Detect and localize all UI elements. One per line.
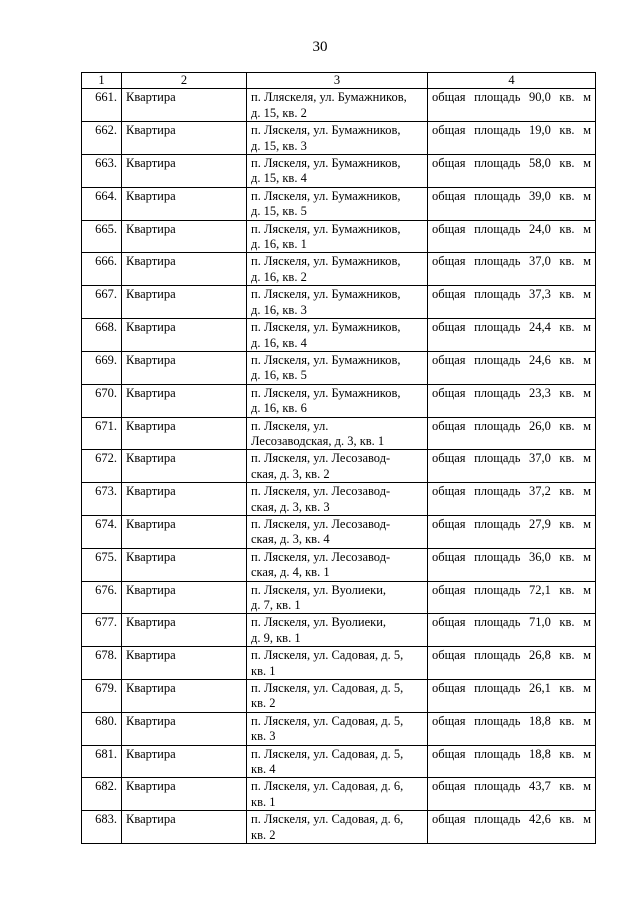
object-area: общая площадь 39,0 кв. м <box>428 187 596 220</box>
object-area: общая площадь 71,0 кв. м <box>428 614 596 647</box>
object-area: общая площадь 42,6 кв. м <box>428 811 596 844</box>
object-address: п. Ляскеля, ул. Бумажников, д. 16, кв. 2 <box>247 253 428 286</box>
header-col-1: 1 <box>82 73 122 89</box>
object-area: общая площадь 18,8 кв. м <box>428 712 596 745</box>
object-type: Квартира <box>122 581 247 614</box>
row-number: 662. <box>82 122 122 155</box>
object-area: общая площадь 27,9 кв. м <box>428 515 596 548</box>
row-number: 681. <box>82 745 122 778</box>
row-number: 672. <box>82 450 122 483</box>
object-type: Квартира <box>122 155 247 188</box>
row-number: 683. <box>82 811 122 844</box>
object-type: Квартира <box>122 548 247 581</box>
object-address: п. Ляскеля, ул. Бумажников, д. 15, кв. 5 <box>247 187 428 220</box>
table-row <box>82 450 596 483</box>
object-type: Квартира <box>122 614 247 647</box>
row-number: 682. <box>82 778 122 811</box>
header-col-2: 2 <box>122 73 247 89</box>
row-number: 676. <box>82 581 122 614</box>
object-address: п. Ляскеля, ул. Лесозавод- ская, д. 4, кв. 1 <box>247 548 428 581</box>
object-type: Квартира <box>122 89 247 122</box>
object-area: общая площадь 72,1 кв. м <box>428 581 596 614</box>
object-address: п. Ляскеля, ул. Садовая, д. 6, кв. 1 <box>247 778 428 811</box>
table-row <box>82 384 596 417</box>
row-number: 667. <box>82 286 122 319</box>
row-number: 678. <box>82 647 122 680</box>
table-row <box>82 89 596 122</box>
object-address: п. Ляскеля, ул. Садовая, д. 5, кв. 4 <box>247 745 428 778</box>
table-row <box>82 647 596 680</box>
object-area: общая площадь 43,7 кв. м <box>428 778 596 811</box>
object-area: общая площадь 24,6 кв. м <box>428 351 596 384</box>
object-area: общая площадь 18,8 кв. м <box>428 745 596 778</box>
object-type: Квартира <box>122 647 247 680</box>
object-type: Квартира <box>122 319 247 352</box>
object-type: Квартира <box>122 220 247 253</box>
object-address: п. Ляскеля, ул. Бумажников, д. 16, кв. 6 <box>247 384 428 417</box>
table-row <box>82 614 596 647</box>
object-address: п. Ляскеля, ул. Садовая, д. 6, кв. 2 <box>247 811 428 844</box>
header-col-4: 4 <box>428 73 596 89</box>
object-address: п. Ляскеля, ул. Садовая, д. 5, кв. 2 <box>247 680 428 713</box>
table-row <box>82 220 596 253</box>
row-number: 663. <box>82 155 122 188</box>
table-row <box>82 253 596 286</box>
object-address: п. Ляскеля, ул. Бумажников, д. 15, кв. 3 <box>247 122 428 155</box>
row-number: 675. <box>82 548 122 581</box>
object-type: Квартира <box>122 745 247 778</box>
row-number: 674. <box>82 515 122 548</box>
object-address: п. Ляскеля, ул. Бумажников, д. 16, кв. 4 <box>247 319 428 352</box>
object-type: Квартира <box>122 515 247 548</box>
header-row <box>82 73 596 89</box>
property-table <box>81 72 596 844</box>
object-area: общая площадь 37,0 кв. м <box>428 450 596 483</box>
object-type: Квартира <box>122 417 247 450</box>
row-number: 664. <box>82 187 122 220</box>
table-row <box>82 548 596 581</box>
table-row <box>82 680 596 713</box>
table-row <box>82 778 596 811</box>
object-type: Квартира <box>122 253 247 286</box>
object-type: Квартира <box>122 384 247 417</box>
object-address: п. Ляскеля, ул. Бумажников, д. 15, кв. 4 <box>247 155 428 188</box>
object-address: п. Ляскеля, ул. Бумажников, д. 16, кв. 1 <box>247 220 428 253</box>
object-address: п. Ляскеля, ул. Вуолиеки, д. 9, кв. 1 <box>247 614 428 647</box>
object-area: общая площадь 58,0 кв. м <box>428 155 596 188</box>
object-area: общая площадь 26,0 кв. м <box>428 417 596 450</box>
table-row <box>82 581 596 614</box>
object-area: общая площадь 26,1 кв. м <box>428 680 596 713</box>
object-address: п. Ляскеля, ул. Садовая, д. 5, кв. 1 <box>247 647 428 680</box>
row-number: 669. <box>82 351 122 384</box>
object-address: п. Ляскеля, ул. Лесозавод- ская, д. 3, кв. 2 <box>247 450 428 483</box>
table-row <box>82 351 596 384</box>
row-number: 680. <box>82 712 122 745</box>
object-address: п. Ляскеля, ул. Лесозавод- ская, д. 3, кв. 3 <box>247 483 428 516</box>
row-number: 679. <box>82 680 122 713</box>
object-address: п. Ляскеля, ул. Бумажников, д. 16, кв. 3 <box>247 286 428 319</box>
table-row <box>82 319 596 352</box>
table-header <box>82 73 596 89</box>
table-row <box>82 745 596 778</box>
object-address: п. Ляскеля, ул. Бумажников, д. 16, кв. 5 <box>247 351 428 384</box>
table-row <box>82 811 596 844</box>
table-row <box>82 515 596 548</box>
object-address: п. Ляскеля, ул. Садовая, д. 5, кв. 3 <box>247 712 428 745</box>
row-number: 665. <box>82 220 122 253</box>
row-number: 668. <box>82 319 122 352</box>
row-number: 670. <box>82 384 122 417</box>
page-number: 30 <box>312 39 328 55</box>
object-type: Квартира <box>122 450 247 483</box>
row-number: 677. <box>82 614 122 647</box>
table-row <box>82 187 596 220</box>
table-row <box>82 155 596 188</box>
object-type: Квартира <box>122 351 247 384</box>
row-number: 661. <box>82 89 122 122</box>
object-type: Квартира <box>122 122 247 155</box>
table-body <box>82 89 596 844</box>
object-address: п. Ляскеля, ул. Вуолиеки, д. 7, кв. 1 <box>247 581 428 614</box>
object-area: общая площадь 37,2 кв. м <box>428 483 596 516</box>
table-row <box>82 712 596 745</box>
object-address: п. Ляскеля, ул. Лесозавод- ская, д. 3, кв. 4 <box>247 515 428 548</box>
table-row <box>82 417 596 450</box>
object-type: Квартира <box>122 778 247 811</box>
row-number: 666. <box>82 253 122 286</box>
object-area: общая площадь 24,0 кв. м <box>428 220 596 253</box>
table-row <box>82 483 596 516</box>
object-area: общая площадь 37,0 кв. м <box>428 253 596 286</box>
object-area: общая площадь 24,4 кв. м <box>428 319 596 352</box>
object-type: Квартира <box>122 811 247 844</box>
table-row <box>82 122 596 155</box>
object-type: Квартира <box>122 712 247 745</box>
object-area: общая площадь 19,0 кв. м <box>428 122 596 155</box>
object-address: п. Ляскеля, ул. Лесозаводская, д. 3, кв. 1 <box>247 417 428 450</box>
object-area: общая площадь 23,3 кв. м <box>428 384 596 417</box>
table-row <box>82 286 596 319</box>
header-col-3: 3 <box>247 73 428 89</box>
object-area: общая площадь 36,0 кв. м <box>428 548 596 581</box>
object-type: Квартира <box>122 187 247 220</box>
row-number: 673. <box>82 483 122 516</box>
object-type: Квартира <box>122 483 247 516</box>
object-area: общая площадь 37,3 кв. м <box>428 286 596 319</box>
row-number: 671. <box>82 417 122 450</box>
object-type: Квартира <box>122 286 247 319</box>
object-area: общая площадь 90,0 кв. м <box>428 89 596 122</box>
object-area: общая площадь 26,8 кв. м <box>428 647 596 680</box>
object-type: Квартира <box>122 680 247 713</box>
object-address: п. Лляскеля, ул. Бумажников, д. 15, кв. 2 <box>247 89 428 122</box>
